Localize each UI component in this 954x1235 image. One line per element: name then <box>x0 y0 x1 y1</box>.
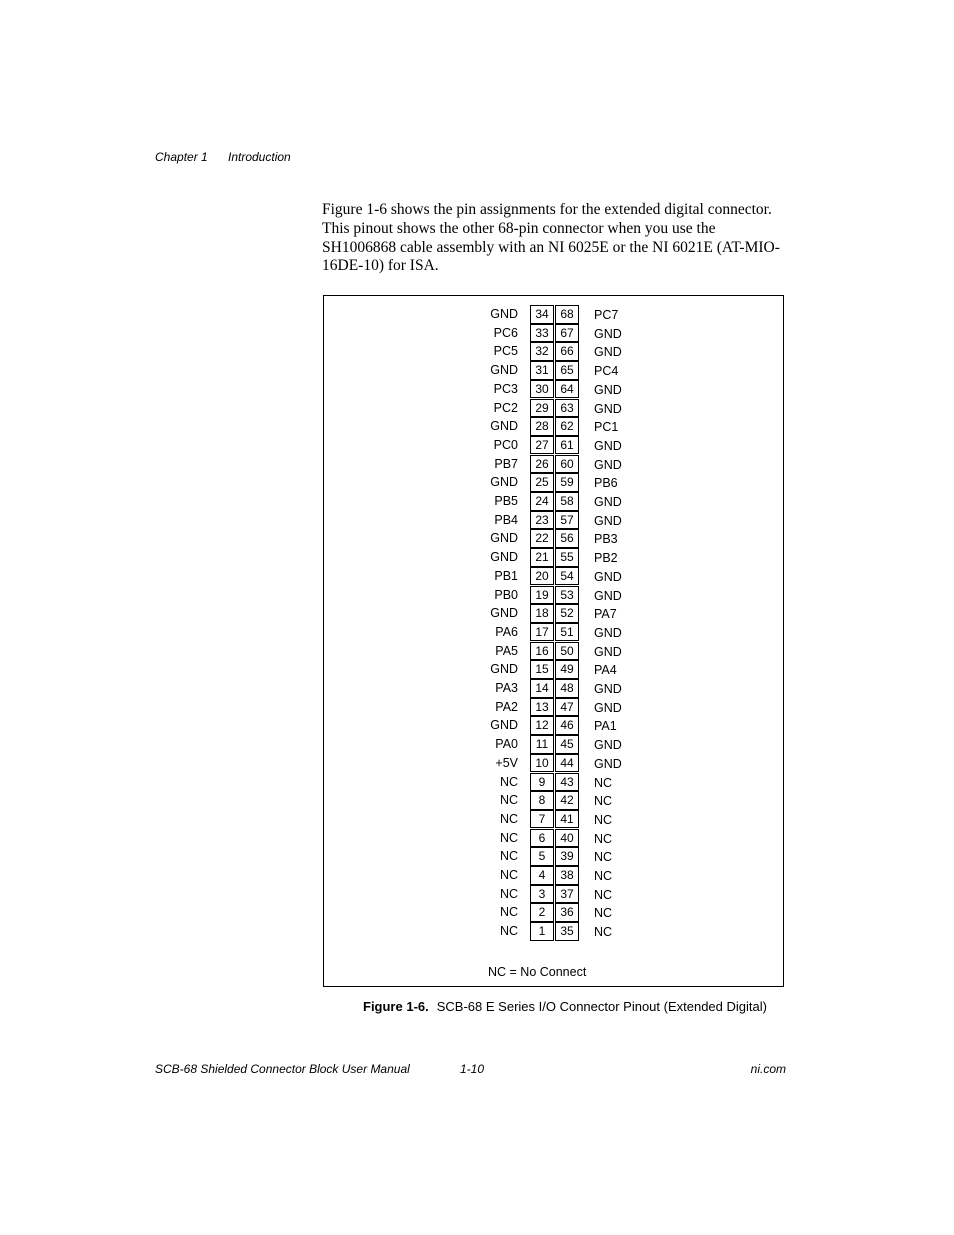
left-signal-label: GND <box>490 475 518 490</box>
pin-number-left: 15 <box>530 660 554 679</box>
pin-number-right: 55 <box>555 548 579 567</box>
pin-number-left: 19 <box>530 586 554 605</box>
right-signal-label: PC7 <box>594 308 619 322</box>
pin-number-left: 30 <box>530 380 554 399</box>
right-signal-label: GND <box>594 401 622 416</box>
pin-number-left: 34 <box>530 305 554 324</box>
caption-label: Figure 1-6. <box>363 999 429 1014</box>
left-signal-column <box>324 296 518 986</box>
right-signal-label: GND <box>594 438 622 453</box>
pin-number-right: 53 <box>555 586 579 605</box>
left-signal-label: PB7 <box>494 456 518 471</box>
pin-number-right: 47 <box>555 698 579 717</box>
right-signal-label: GND <box>594 495 622 509</box>
pin-number-left: 12 <box>530 716 554 735</box>
pin-number-left: 4 <box>530 866 554 885</box>
left-signal-label: PB1 <box>494 568 518 583</box>
right-signal-label: PB3 <box>594 532 618 547</box>
pin-number-right: 39 <box>555 847 579 866</box>
pin-number-right: 62 <box>555 417 579 436</box>
right-signal-label: NC <box>594 831 613 846</box>
pin-number-right: 50 <box>555 642 579 661</box>
right-signal-label: NC <box>594 850 613 865</box>
pin-number-left: 8 <box>530 791 554 810</box>
left-signal-label: PA3 <box>495 681 518 695</box>
right-signal-label: GND <box>594 513 622 528</box>
pin-number-left: 31 <box>530 361 554 380</box>
right-signal-label: GND <box>594 345 622 360</box>
header-section: Introduction <box>228 150 291 164</box>
left-signal-label: NC <box>499 774 518 789</box>
pin-number-left: 18 <box>530 604 554 623</box>
left-signal-label: NC <box>499 886 518 901</box>
right-signal-label: GND <box>594 682 622 696</box>
left-signal-label: GND <box>490 606 518 621</box>
right-signal-label: PC4 <box>594 364 619 379</box>
right-signal-label: NC <box>594 887 613 902</box>
pin-number-left: 6 <box>530 829 554 848</box>
right-signal-label: PA7 <box>594 607 617 622</box>
pin-number-right: 41 <box>555 810 579 829</box>
left-signal-label: NC <box>499 849 518 864</box>
pin-number-left: 11 <box>530 735 554 754</box>
left-signal-label: PC2 <box>493 400 518 415</box>
right-signal-label: NC <box>594 812 613 827</box>
pin-number-left: 27 <box>530 436 554 455</box>
right-signal-label: GND <box>594 382 622 397</box>
pin-number-right: 67 <box>555 324 579 343</box>
left-signal-label: PC6 <box>493 325 518 340</box>
pin-number-right: 43 <box>555 773 579 792</box>
pin-number-right: 51 <box>555 623 579 642</box>
left-signal-label: GND <box>490 718 518 733</box>
left-signal-label: PC0 <box>493 437 518 452</box>
pinout-figure <box>323 295 784 987</box>
left-signal-label: PC5 <box>493 344 518 359</box>
footer-manual-title: SCB-68 Shielded Connector Block User Manual <box>155 1062 410 1076</box>
right-signal-label: PB2 <box>594 551 618 566</box>
right-signal-label: GND <box>594 625 622 640</box>
pin-number-right: 56 <box>555 529 579 548</box>
pin-number-right: 60 <box>555 455 579 474</box>
pin-number-right: 38 <box>555 866 579 885</box>
right-signal-label: GND <box>594 569 622 584</box>
left-signal-label: PB5 <box>494 494 518 508</box>
right-signal-label: PA4 <box>594 663 617 678</box>
left-signal-label: NC <box>499 811 518 826</box>
pin-number-right: 58 <box>555 492 579 511</box>
pin-number-left: 23 <box>530 511 554 530</box>
left-signal-label: PB4 <box>494 512 518 527</box>
right-signal-label: PB6 <box>594 476 618 491</box>
pin-number-left: 22 <box>530 529 554 548</box>
footer-website: ni.com <box>750 1062 786 1076</box>
right-signal-label: GND <box>594 738 622 753</box>
right-signal-label: NC <box>594 925 613 940</box>
no-connect-note: NC = No Connect <box>488 965 587 979</box>
pin-number-left: 7 <box>530 810 554 829</box>
left-signal-label: NC <box>499 830 518 845</box>
left-signal-label: PA5 <box>495 643 518 658</box>
pin-number-right: 54 <box>555 567 579 586</box>
pin-number-left: 3 <box>530 885 554 904</box>
left-signal-label: NC <box>499 868 518 882</box>
pin-number-left: 17 <box>530 623 554 642</box>
footer-page-number: 1-10 <box>460 1062 485 1076</box>
right-signal-label: GND <box>594 326 622 341</box>
pin-number-right: 35 <box>555 922 579 941</box>
right-signal-label: GND <box>594 644 622 659</box>
pin-number-left: 29 <box>530 399 554 418</box>
caption-text: SCB-68 E Series I/O Connector Pinout (Extended Digital) <box>436 999 767 1014</box>
right-signal-label: PC1 <box>594 420 619 435</box>
right-signal-label: NC <box>594 794 613 809</box>
left-signal-label: NC <box>499 924 518 939</box>
right-signal-label: GND <box>594 457 622 472</box>
pin-number-right: 42 <box>555 791 579 810</box>
left-signal-label: PA6 <box>495 624 518 639</box>
pin-number-right: 45 <box>555 735 579 754</box>
left-signal-label: PA2 <box>495 699 518 714</box>
pin-number-right: 48 <box>555 679 579 698</box>
right-signal-label: GND <box>594 756 622 771</box>
pin-number-right: 36 <box>555 903 579 922</box>
pin-number-right: 63 <box>555 399 579 418</box>
right-signal-label: NC <box>594 775 613 790</box>
right-signal-label: NC <box>594 906 613 921</box>
pin-number-right: 64 <box>555 380 579 399</box>
pin-number-left: 28 <box>530 417 554 436</box>
pin-number-left: 13 <box>530 698 554 717</box>
pin-number-right: 52 <box>555 604 579 623</box>
left-signal-label: PC3 <box>493 381 518 396</box>
left-signal-label: NC <box>499 905 518 920</box>
intro-paragraph: Figure 1-6 shows the pin assignments for the extended digital connector. This pinout shows the other 68-pin connector when you use the SH1006868 cable assembly with an NI 6025E or the NI 6021E (AT-MIO-16DE-10) for ISA. <box>322 201 780 275</box>
pin-number-right: 46 <box>555 716 579 735</box>
pin-number-right: 49 <box>555 660 579 679</box>
pin-number-right: 59 <box>555 473 579 492</box>
pin-number-left: 25 <box>530 473 554 492</box>
left-signal-label: NC <box>499 793 518 808</box>
pin-number-right: 57 <box>555 511 579 530</box>
header-chapter: Chapter 1 <box>155 150 208 164</box>
pin-number-left: 10 <box>530 754 554 773</box>
pin-number-left: 32 <box>530 342 554 361</box>
pin-number-left: 2 <box>530 903 554 922</box>
left-signal-label: GND <box>490 419 518 434</box>
pin-number-right: 66 <box>555 342 579 361</box>
left-signal-label: PA0 <box>495 737 518 752</box>
pin-number-right: 44 <box>555 754 579 773</box>
pin-number-left: 33 <box>530 324 554 343</box>
pin-number-left: 24 <box>530 492 554 511</box>
right-signal-label: PA1 <box>594 719 617 734</box>
right-signal-label: GND <box>594 588 622 603</box>
pin-number-right: 37 <box>555 885 579 904</box>
left-signal-label: GND <box>490 550 518 565</box>
pin-number-right: 61 <box>555 436 579 455</box>
left-signal-label: GND <box>490 307 518 321</box>
pin-number-right: 40 <box>555 829 579 848</box>
pin-number-right: 65 <box>555 361 579 380</box>
pin-number-left: 1 <box>530 922 554 941</box>
pin-number-right: 68 <box>555 305 579 324</box>
pin-number-left: 16 <box>530 642 554 661</box>
pin-number-left: 26 <box>530 455 554 474</box>
pin-number-left: 20 <box>530 567 554 586</box>
right-signal-label: GND <box>594 700 622 715</box>
left-signal-label: GND <box>490 363 518 378</box>
page-header <box>155 150 291 164</box>
left-signal-label: +5V <box>495 755 518 770</box>
left-signal-label: GND <box>490 531 518 546</box>
right-signal-label: NC <box>594 869 613 883</box>
pin-number-left: 21 <box>530 548 554 567</box>
left-signal-label: GND <box>490 662 518 677</box>
left-signal-label: PB0 <box>494 587 518 602</box>
pin-number-left: 14 <box>530 679 554 698</box>
pin-number-left: 9 <box>530 773 554 792</box>
figure-caption <box>363 999 767 1014</box>
pin-number-left: 5 <box>530 847 554 866</box>
